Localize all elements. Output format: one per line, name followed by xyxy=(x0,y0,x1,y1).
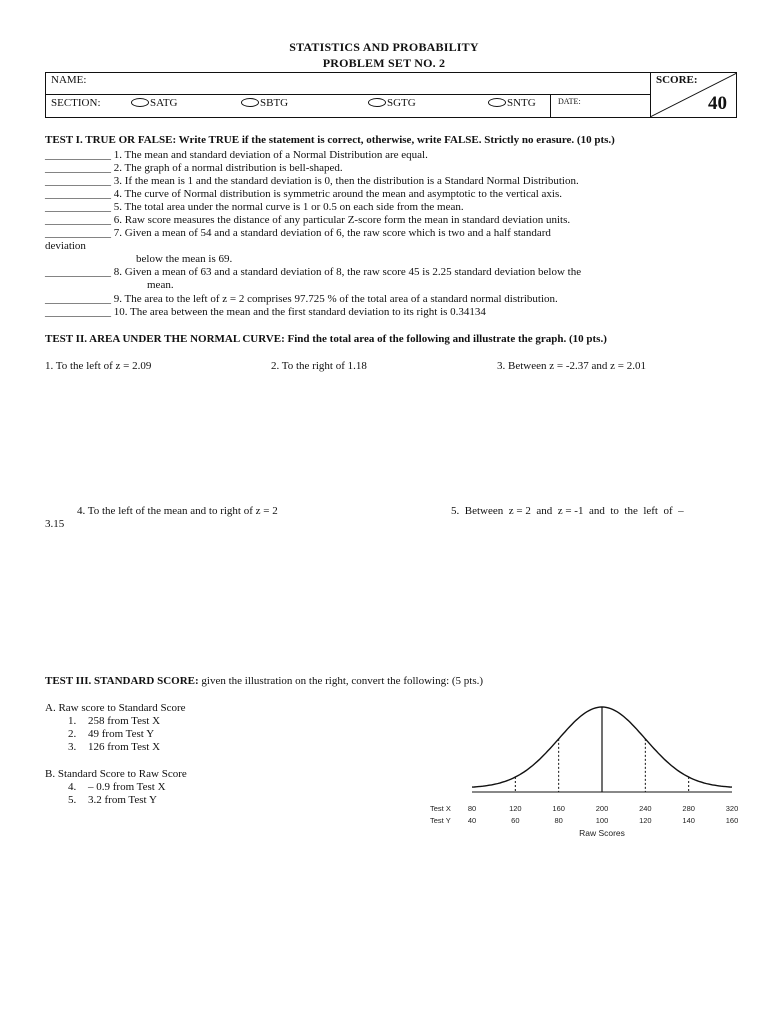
info-box xyxy=(45,72,737,118)
test1-item-5: ____________ 5. The total area under the normal curve is 1 or 0.5 on each side from the mean. xyxy=(45,201,464,213)
radio-icon xyxy=(488,98,506,107)
test1-item-9: ____________ 9. The area to the left of z = 2 comprises 97.725 % of the total area of a standard normal distribution. xyxy=(45,293,558,305)
test3-item-2: 2. 49 from Test Y xyxy=(68,728,155,740)
test1-item-8b: mean. xyxy=(147,279,174,291)
test1-item-4: ____________ 4. The curve of Normal distribution is symmetric around the mean and asymptotic to the vertical axis. xyxy=(45,188,562,200)
radio-icon xyxy=(368,98,386,107)
test1-item-3: ____________ 3. If the mean is 1 and the standard deviation is 0, then the distribution is a Standard Normal Distribution. xyxy=(45,175,579,187)
series-label-test-y: Test Y xyxy=(430,816,451,825)
test2-q4: 4. To the left of the mean and to right of z = 2 xyxy=(77,505,278,517)
test1-item-8: ____________ 8. Given a mean of 63 and a standard deviation of 8, the raw score 45 is 2.25 standard deviation below the xyxy=(45,266,582,278)
test1-item-7c: below the mean is 69. xyxy=(136,253,233,265)
test3-heading: TEST III. STANDARD SCORE: given the illustration on the right, convert the following: (5 pts.) xyxy=(45,675,484,687)
test2-q1: 1. To the left of z = 2.09 xyxy=(45,360,152,372)
tick-label: 120 xyxy=(509,804,522,813)
test1-item-1: ____________ 1. The mean and standard deviation of a Normal Distribution are equal. xyxy=(45,149,428,161)
test2-q5b: 3.15 xyxy=(45,518,65,530)
test2-q5: 5. Between z = 2 and z = -1 and to the left of – xyxy=(451,505,684,517)
section-option-satg[interactable]: SATG xyxy=(131,97,178,109)
section-option-sbtg[interactable]: SBTG xyxy=(241,97,288,109)
tick-label: 160 xyxy=(725,816,739,825)
test1-heading: TEST I. TRUE OR FALSE: Write TRUE if the statement is correct, otherwise, write FALSE. Strictly no erasure. (10 pts.) xyxy=(45,134,615,146)
radio-icon xyxy=(241,98,259,107)
section-label: SECTION: xyxy=(51,97,101,109)
tick-label: 80 xyxy=(554,816,563,825)
tick-label: 280 xyxy=(682,804,695,813)
score-label: SCORE: xyxy=(656,74,698,86)
test2-heading: TEST II. AREA UNDER THE NORMAL CURVE: Find the total area of the following and illustrate the graph. (10 pts.) xyxy=(45,333,607,345)
test3-part-b: B. Standard Score to Raw Score xyxy=(45,768,187,780)
tick-label: 60 xyxy=(511,816,520,825)
page-title: STATISTICS AND PROBABILITY xyxy=(289,40,479,54)
page-subtitle: PROBLEM SET NO. 2 xyxy=(322,56,446,70)
test3-part-a: A. Raw score to Standard Score xyxy=(45,702,186,714)
normal-curve-chart xyxy=(420,700,750,845)
test2-q3: 3. Between z = -2.37 and z = 2.01 xyxy=(497,360,646,372)
tick-label: 100 xyxy=(595,816,609,825)
test3-item-4: 4. – 0.9 from Test X xyxy=(68,781,166,793)
tick-label: 200 xyxy=(595,804,609,813)
test1-item-6: ____________ 6. Raw score measures the distance of any particular Z-score form the mean in standard deviation units. xyxy=(45,214,571,226)
score-total: 40 xyxy=(708,93,727,114)
test3-item-5: 5. 3.2 from Test Y xyxy=(68,794,157,806)
tick-label: 120 xyxy=(639,816,652,825)
tick-label: 320 xyxy=(725,804,739,813)
name-label: NAME: xyxy=(51,74,87,86)
tick-label: 80 xyxy=(467,804,477,813)
test1-item-7: ____________ 7. Given a mean of 54 and a standard deviation of 6, the raw score which is two and a half standard xyxy=(45,227,551,239)
test1-item-2: ____________ 2. The graph of a normal distribution is bell-shaped. xyxy=(45,162,343,174)
tick-label: 240 xyxy=(639,804,652,813)
test1-item-7b: deviation xyxy=(45,240,86,252)
section-option-sgtg[interactable]: SGTG xyxy=(368,97,416,109)
test2-q2: 2. To the right of 1.18 xyxy=(271,360,367,372)
x-axis-label: Raw Scores xyxy=(579,828,625,838)
tick-label: 40 xyxy=(467,816,477,825)
tick-label: 160 xyxy=(552,804,565,813)
section-option-sntg[interactable]: SNTG xyxy=(488,97,536,109)
test1-item-10: ____________ 10. The area between the mean and the first standard deviation to its right is 0.34134 xyxy=(45,306,486,318)
test3-item-3: 3. 126 from Test X xyxy=(68,741,161,753)
test3-item-1: 1. 258 from Test X xyxy=(68,715,161,727)
radio-icon xyxy=(131,98,149,107)
tick-label: 140 xyxy=(682,816,695,825)
series-label-test-x: Test X xyxy=(430,804,451,813)
date-label: DATE: xyxy=(558,97,581,106)
